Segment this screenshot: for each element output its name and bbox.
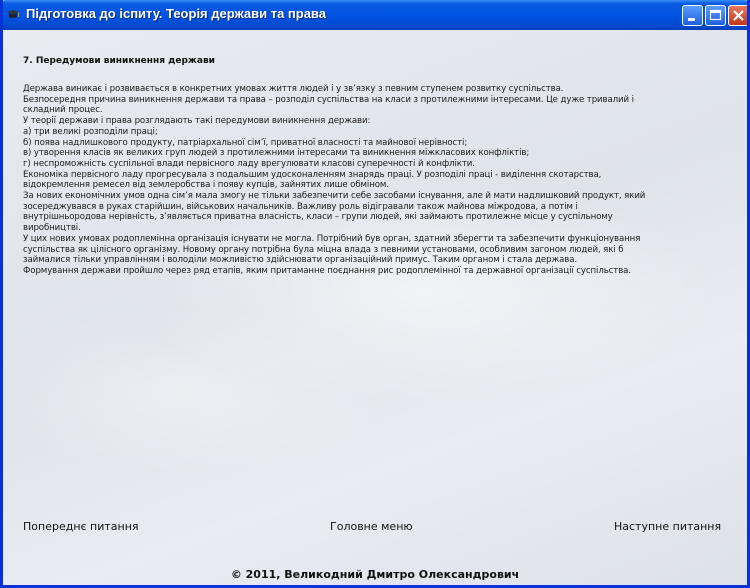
text-line: У цих нових умовах родоплемінна організація існувати не могла. Потрібний був орган, здатний зберегти та забезпечити функціонування (23, 233, 641, 244)
app-icon[interactable] (6, 8, 20, 22)
previous-question-link[interactable]: Попереднє питання (23, 520, 139, 533)
text-line: Економіка первісного ладу прогресувала з подальшим удосконаленням знарядь праці. У розподілі праці - виділення скотарства, (23, 169, 602, 180)
question-heading: 7. Передумови виникнення держави (23, 56, 215, 66)
close-button[interactable] (728, 5, 749, 26)
text-line: внутрішньородова нерівність, з’являється приватна власність, класи – групи людей, які займають протилежне місце у суспільному (23, 212, 613, 223)
copyright-footer: © 2011, Великодний Дмитро Олександрович (230, 568, 520, 581)
content-area (3, 30, 747, 585)
text-line: зосереджувався в руках старійшин, військових начальників. Важливу роль відігравали також майнова міжродова, а потім і (23, 201, 578, 212)
window-title: Підготовка до іспиту. Теорія держави та права (26, 6, 326, 21)
title-bar[interactable] (0, 0, 750, 30)
maximize-button[interactable] (705, 5, 726, 26)
text-line: виробництві. (23, 223, 81, 234)
text-line: в) утворення класів як великих груп людей з протилежними інтересами та виникнення міжкласових конфліктів; (23, 148, 530, 159)
maximize-icon (706, 6, 725, 25)
next-question-link[interactable]: Наступне питання (614, 520, 722, 533)
text-line: а) три великі розподіли праці; (23, 126, 158, 137)
text-line: Держава виникає і розвивається в конкретних умовах життя людей і у зв’язку з певним ступенем розвитку суспільства. (23, 84, 564, 94)
text-line: б) поява надлишкового продукту, патріархальної сім’ї, приватної власності та майнової нерівності; (23, 137, 468, 148)
close-icon (729, 6, 748, 25)
text-line: займалися тільки управлінням і володіли можливістю здійснювати організаційний примус. Таким органом і стала держава. (23, 255, 578, 266)
question-text (23, 84, 703, 277)
text-line: Безпосередня причина виникнення держави та права – розподіл суспільства на класи з протилежними інтересами. Це дуже тривалий і (23, 94, 634, 105)
minimize-button[interactable] (682, 5, 703, 26)
text-line: суспільства як цілісного організму. Новому органу потрібна була міцна влада з певними установами, особливим загоном людей, які б (23, 244, 624, 255)
minimize-icon (683, 6, 702, 25)
text-line: складний процес. (23, 105, 103, 116)
text-line: За нових економічних умов одна сім’я мала змогу не тільки забезпечити себе засобами існування, але й мати надлишковий продукт, який (23, 191, 646, 202)
text-line: Формування держави пройшло через ряд етапів, яким притаманне поєднання рис родоплемінної та державної організації суспільства. (23, 265, 631, 276)
main-menu-link[interactable]: Головне меню (330, 520, 413, 533)
text-line: У теорії держави і права розглядають такі передумови виникнення держави: (23, 116, 371, 127)
text-line: відокремлення ремесел від землеробства і появу купців, зайнятих лише обміном. (23, 180, 389, 191)
text-line: г) неспроможність суспільної влади первісного ладу врегулювати класові суперечності й конфлікти. (23, 158, 475, 169)
